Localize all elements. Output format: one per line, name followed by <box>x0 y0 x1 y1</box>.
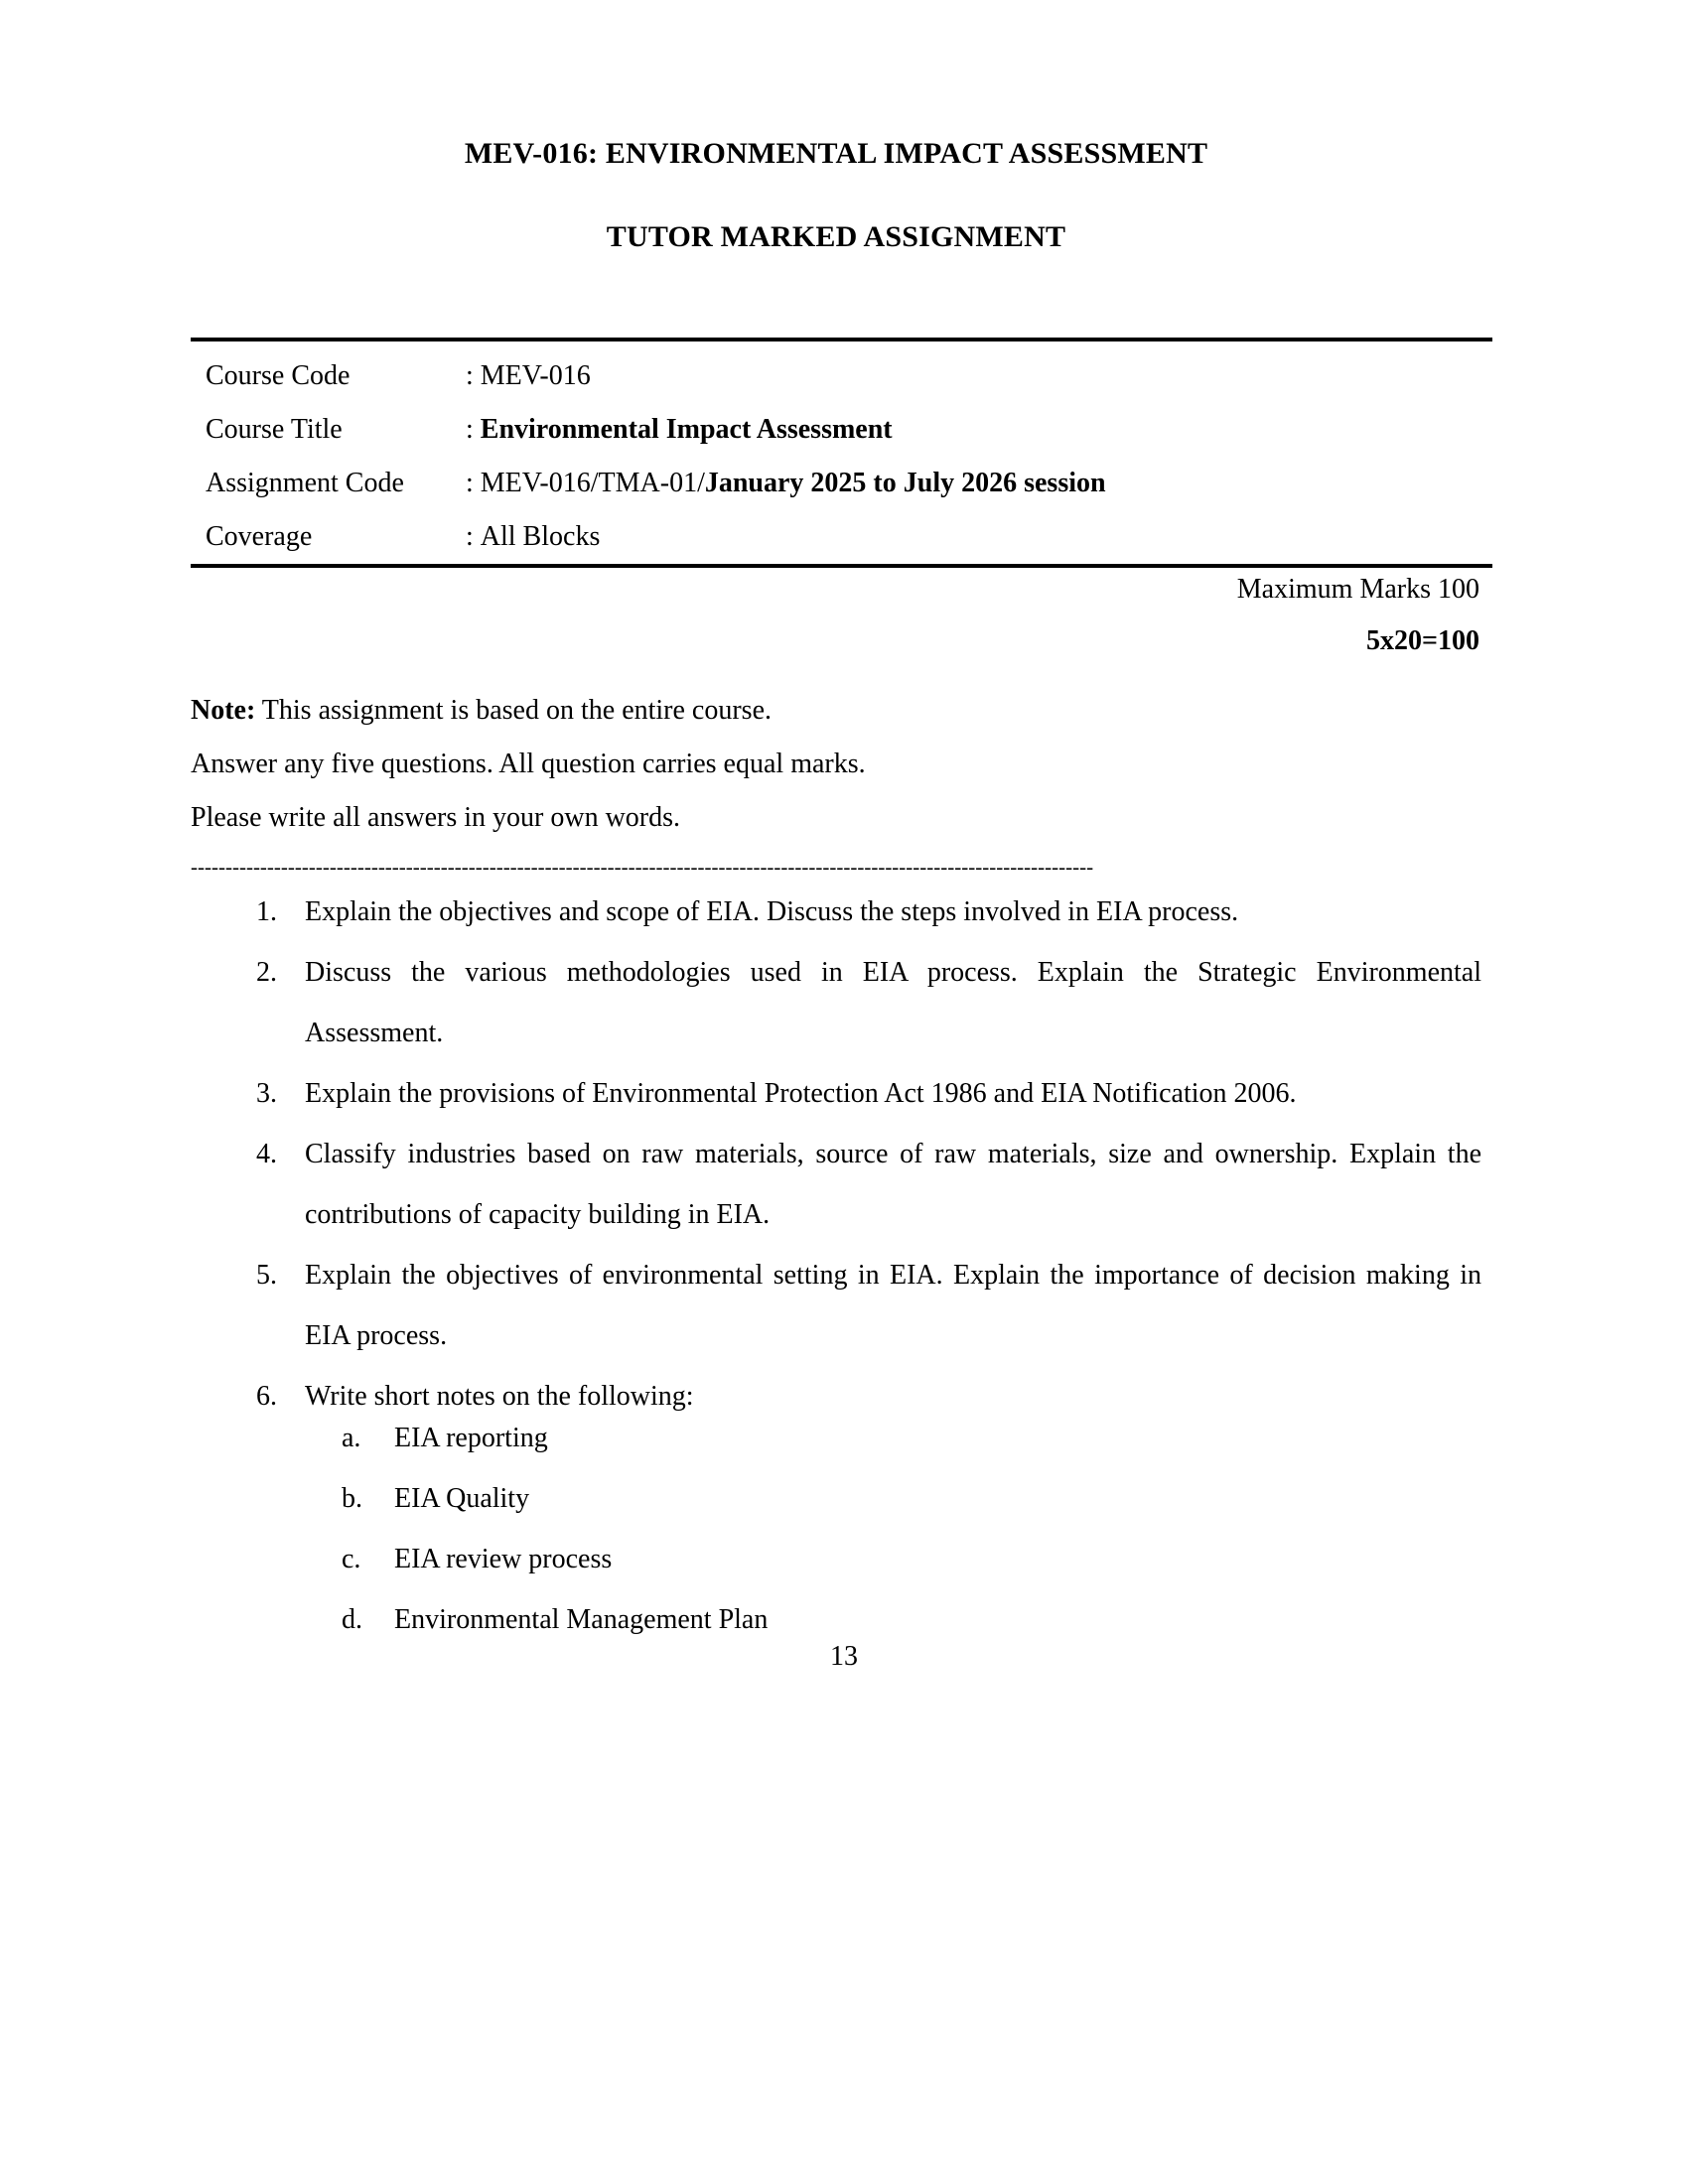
list-item <box>191 1245 1481 1366</box>
question-list <box>191 882 1481 1427</box>
question-text: Discuss the various methodologies used in EIA process. Explain the Strategic Environmental Assessment. <box>305 957 1481 1048</box>
course-title-text: Environmental Impact Assessment <box>480 414 893 445</box>
course-title-value <box>466 403 1486 457</box>
sub-question-text: EIA reporting <box>394 1423 548 1453</box>
list-item <box>191 1529 1382 1589</box>
table-row <box>206 349 1486 403</box>
sub-question-list <box>191 1408 1382 1650</box>
list-item <box>191 1063 1481 1124</box>
list-item <box>191 1468 1382 1529</box>
assignment-code-label: Assignment Code <box>206 468 404 498</box>
list-item <box>191 1124 1481 1245</box>
marks-calculation-text: 5x20=100 <box>1366 625 1479 656</box>
coverage-text: All Blocks <box>480 521 601 552</box>
question-number: 1. <box>256 896 277 927</box>
question-number: 4. <box>256 1139 277 1169</box>
note-line-1 <box>191 695 772 727</box>
question-text: Explain the objectives of environmental setting in EIA. Explain the importance of decision making in EIA process. <box>305 1260 1481 1351</box>
sub-question-number: c. <box>342 1544 361 1574</box>
course-code-label: Course Code <box>206 360 351 391</box>
sub-question-text: EIA Quality <box>394 1483 530 1514</box>
list-item <box>191 942 1481 1063</box>
note-line-2: Answer any five questions. All question carries equal marks. <box>191 749 866 779</box>
colon: : <box>466 360 474 391</box>
maximum-marks-text: Maximum Marks 100 <box>1236 574 1479 605</box>
sub-question-text: EIA review process <box>394 1544 613 1574</box>
assignment-code-text: MEV-016/TMA-01/ <box>480 468 705 498</box>
list-item <box>191 1408 1382 1468</box>
course-code-text: MEV-016 <box>480 360 591 391</box>
note-line-3: Please write all answers in your own words. <box>191 802 681 833</box>
assignment-session-text: January 2025 to July 2026 session <box>704 468 1106 498</box>
question-number: 5. <box>256 1260 277 1291</box>
note-label: Note: <box>191 695 256 726</box>
table-bottom-rule <box>191 564 1492 568</box>
colon: : <box>466 468 474 498</box>
question-text: Explain the provisions of Environmental Protection Act 1986 and EIA Notification 2006. <box>305 1078 1297 1109</box>
table-row <box>206 403 1486 457</box>
coverage-label: Coverage <box>206 521 313 552</box>
sub-question-number: a. <box>342 1423 361 1453</box>
note-line-1-text: This assignment is based on the entire course. <box>255 695 773 726</box>
question-number: 2. <box>256 957 277 988</box>
assignment-code-value <box>466 457 1486 510</box>
page-number: 13 <box>830 1641 858 1672</box>
table-row <box>206 510 1486 564</box>
coverage-value <box>466 510 1486 564</box>
page-subtitle: TUTOR MARKED ASSIGNMENT <box>606 220 1066 253</box>
question-text: Explain the objectives and scope of EIA. Discuss the steps involved in EIA process. <box>305 896 1239 927</box>
question-number: 6. <box>256 1381 277 1412</box>
colon: : <box>466 414 474 445</box>
question-text: Classify industries based on raw materials, source of raw materials, size and ownership. Explain the contributions of capacity building in EIA. <box>305 1139 1481 1230</box>
table-row <box>206 457 1486 510</box>
course-code-value <box>466 349 1486 403</box>
table-top-rule <box>191 338 1492 341</box>
sub-question-number: d. <box>342 1604 362 1635</box>
sub-question-number: b. <box>342 1483 362 1514</box>
sub-question-text: Environmental Management Plan <box>394 1604 769 1635</box>
dashed-separator: ---------------------------------------------------------------------------------------------------------------------------------- <box>191 856 1094 878</box>
course-info-table <box>206 349 1486 564</box>
question-text: Write short notes on the following: <box>305 1381 694 1412</box>
course-title-label: Course Title <box>206 414 343 445</box>
question-number: 3. <box>256 1078 277 1109</box>
page-title: MEV-016: ENVIRONMENTAL IMPACT ASSESSMENT <box>464 137 1208 170</box>
colon: : <box>466 521 474 552</box>
list-item <box>191 882 1481 942</box>
